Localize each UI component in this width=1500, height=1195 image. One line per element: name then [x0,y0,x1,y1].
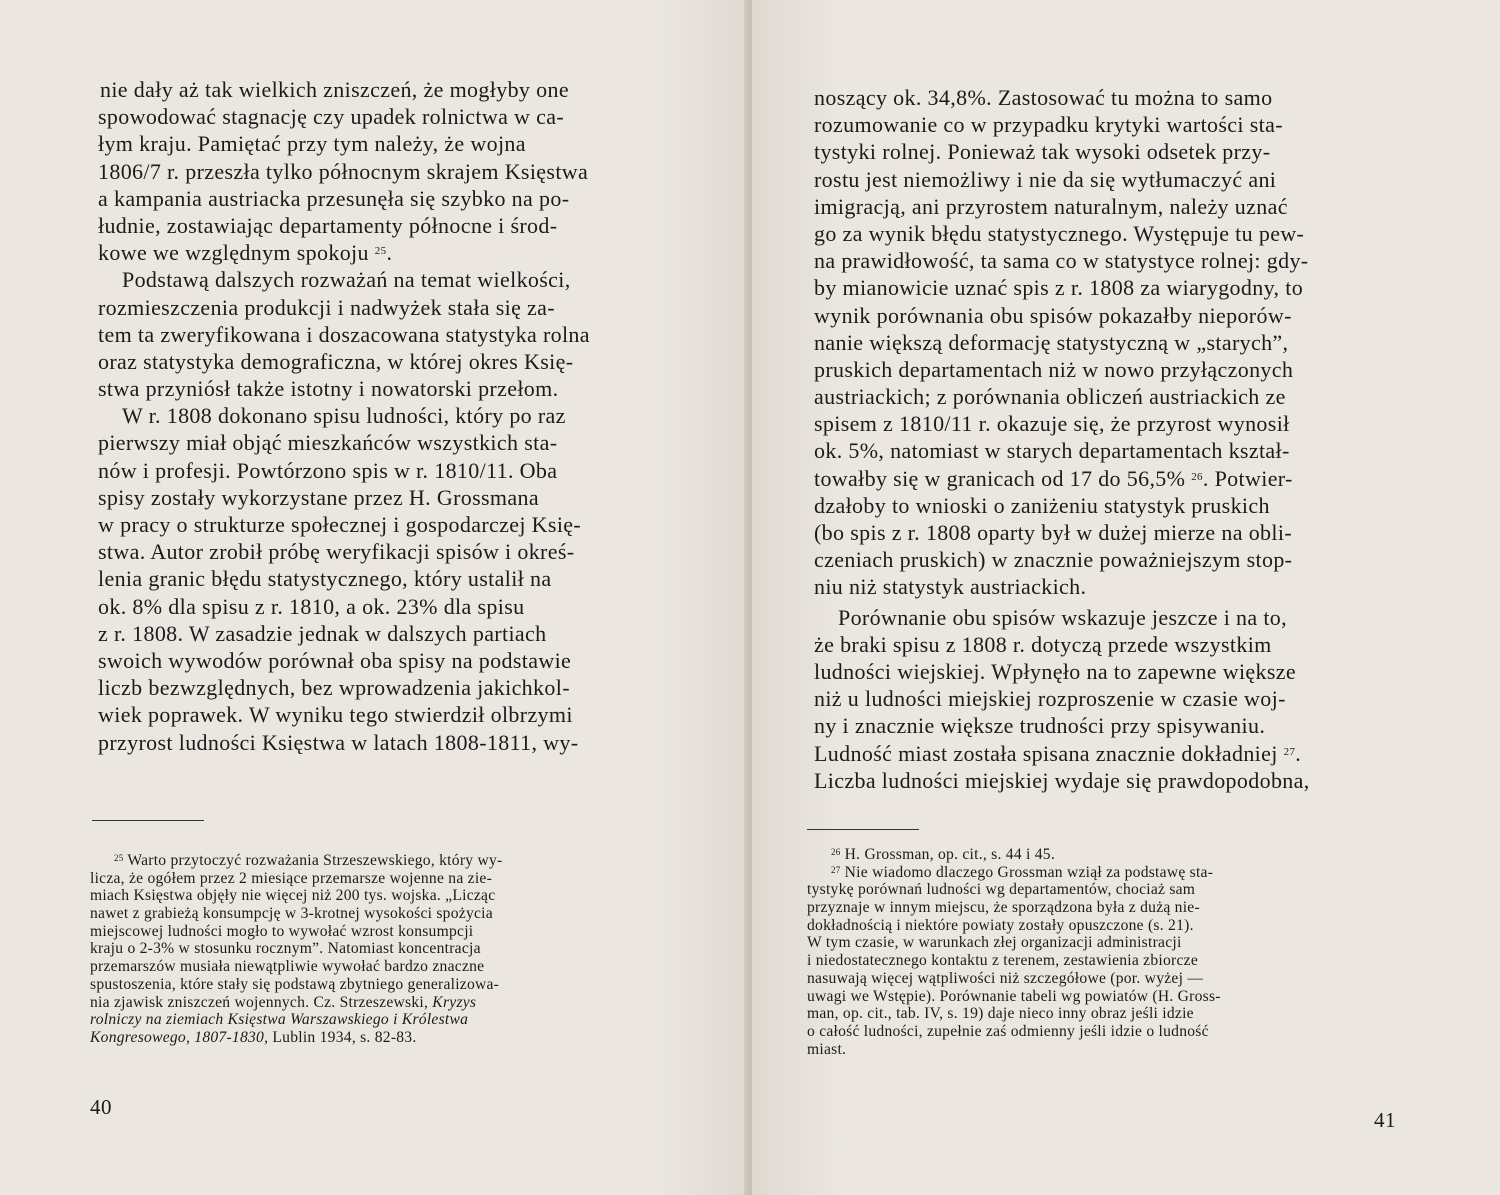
footnote-ref-27: 27 [1283,745,1296,758]
footnote-line: uwagi we Wstępie). Porównanie tabeli wg powiatów (H. Gross- [807,987,1221,1005]
text-line: dzałoby to wnioski o zaniżeniu statystyk pruskich [814,492,1270,518]
text-line: niu niż statystyk austriackich. [814,574,1087,600]
left-body-text [98,76,690,756]
text-line: w pracy o strukturze społecznej i gospodarczej Księ- [98,512,582,537]
text-line: przyrost ludności Księstwa w latach 1808-1811, wy- [98,729,579,755]
page-number: 40 [90,1095,112,1119]
text-line: rostu jest niemożliwy i nie da się wytłumaczyć ani [814,166,1277,192]
footnote-line: kraju o 2-3% w stosunku rocznym”. Natomiast koncentracja [90,940,481,958]
footnote-ref-25: 25 [374,245,387,258]
text-line: spowodować stagnację czy upadek rolnictwa w ca- [98,104,565,130]
footnote-line: miach Księstwa objęły nie więcej niż 200 tys. wojska. „Licząc [90,887,496,905]
text-line: Porównanie obu spisów wskazuje jeszcze i na to, [838,604,1288,630]
text-line: stwa. Autor zrobił próbę weryfikacji spisów i okreś- [98,539,575,565]
text-line: kowe we względnym spokoju $^{25}$. [98,240,393,266]
text-line: nów i profesji. Powtórzono spis w r. 1810/11. Oba [98,457,558,483]
cited-title: rolniczy na ziemiach Księstwa Warszawskiego i Królestwa [90,1011,469,1029]
text-line: oraz statystyka demograficzna, w której okres Księ- [98,348,574,374]
footnote-line: Kongresowego, 1807-1830, Lublin 1934, s. 82-83. [90,1028,417,1046]
text-line: W r. 1808 dokonano spisu ludności, który po raz [122,403,566,429]
right-page [752,0,1500,1195]
footnote-number: 27 [831,864,841,875]
text-line: austriackich; z porównania obliczeń austriackich ze [814,384,1286,410]
text-line: wynik porównania obu spisów pokazałby nieporów- [814,302,1292,328]
text-line: ok. 5%, natomiast w starych departamentach kształ- [814,438,1290,464]
text-line: niż u ludności miejskiej rozproszenie w czasie woj- [814,686,1286,712]
text-line: z r. 1808. W zasadzie jednak w dalszych partiach [98,620,547,646]
text-line: (bo spis z r. 1808 oparty był w dużej mierze na obli- [814,520,1292,545]
left-page [0,0,748,1195]
text-line: nanie większą deformację statystyczną w „starych”, [814,329,1289,355]
text-line: lenia granic błędu statystycznego, który ustalił na [98,566,552,592]
cited-title: Kongresowego, 1807-1830, [90,1028,269,1046]
footnote-line: przyznaje w innym miejscu, że sporządzona była z dużą nie- [807,899,1200,917]
text-line: towałby się w granicach od 17 do 56,5% $^{26}$. Potwier- [814,465,1293,491]
text-line: łudnie, zostawiając departamenty północne i środ- [98,212,558,238]
footnote-line: nia zjawisk zniszczeń wojennych. Cz. Strzeszewski, Kryzys [90,993,477,1011]
text-line: by mianowicie uznać spis z r. 1808 za wiarygodny, to [814,275,1304,301]
footnote-line: $^{26}$ H. Grossman, op. cit., s. 44 i 45. [831,846,1055,863]
footnote-ref-26: 26 [1191,470,1203,483]
text-line: ok. 8% dla spisu z r. 1810, a ok. 23% dla spisu [98,593,525,619]
text-line: rozumowanie co w przypadku krytyki wartości sta- [814,112,1283,138]
footnotes-26-27 [807,846,1405,1058]
text-line: Liczba ludności miejskiej wydaje się prawdopodobna, [814,767,1310,793]
text-line: tem ta zweryfikowana i doszacowana statystyka rolna [98,321,590,347]
footnote-number: 26 [831,847,841,857]
footnote-line: miejscowej ludności mogło to wywołać wzrost konsumpcji [90,922,474,940]
text-line: go za wynik błędu statystycznego. Występuje tu pew- [814,220,1305,246]
text-line: ny i znacznie większe trudności przy spisywaniu. [814,713,1266,739]
text-line: imigracją, ani przyrostem naturalnym, należy uznać [814,193,1288,219]
text-line: pierwszy miał objąć mieszkańców wszystkich sta- [98,430,558,456]
footnote-rule [92,820,204,821]
footnote-line: $^{27}$ Nie wiadomo dlaczego Grossman wziął za podstawę sta- [831,863,1214,881]
text-line: swoich wywodów porównał oba spisy na podstawie [98,647,572,673]
text-line: a kampania austriacka przesunęła się szybko na po- [98,185,570,211]
text-line: na prawidłowość, ta sama co w statystyce rolnej: gdy- [814,248,1309,274]
footnote-line: i niedostatecznego kontaktu z terenem, zestawienia zbiorcze [807,952,1198,970]
cited-title: Kryzys [432,993,477,1011]
footnote-line: przemarszów musiała niewątpliwie wywołać bardzo znaczne [90,958,485,976]
footnote-line: nawet z grabieżą konsumpcję w 3-krotnej wysokości spożycia [90,905,493,923]
footnote-line [90,1011,686,1029]
text-line: stwa przyniósł także istotny i nowatorski przełom. [98,376,559,402]
text-line: spisem z 1810/11 r. okazuje się, że przyrost wynosił [814,411,1290,437]
footnote-line: spustoszenia, które stały się podstawą zbytniego generalizowa- [90,975,500,993]
text-line: pruskich departamentach niż w nowo przyłączonych [814,356,1294,382]
page-number: 41 [1374,1108,1396,1132]
text-line: 1806/7 r. przeszła tylko północnym skrajem Księstwa [98,158,589,184]
footnote-25 [90,852,686,1047]
text-line: liczb bezwzględnych, bez wprowadzenia jakichkol- [98,675,570,701]
text-line: wiek poprawek. W wyniku tego stwierdził olbrzymi [98,702,573,728]
text-line: czeniach pruskich) w znacznie poważniejszym stop- [814,547,1293,573]
text-line: nie dały aż tak wielkich zniszczeń, że mogłyby one [100,77,569,102]
footnote-line: o całość ludności, zupełnie zaś odmienny jeśli idzie o ludność [807,1022,1209,1040]
footnote-line: licza, że ogółem przez 2 miesiące przemarsze wojenne na zie- [90,869,493,887]
text-line: noszący ok. 34,8%. Zastosować tu można to samo [814,85,1273,110]
footnote-line: man, op. cit., tab. IV, s. 19) daje nieco inny obraz jeśli idzie [807,1005,1194,1023]
footnote-rule [807,829,919,830]
footnote-line: dokładnością i niektóre powiaty zostały opuszczone (s. 21). [807,916,1194,934]
text-line: Podstawą dalszych rozważań na temat wielkości, [122,267,571,293]
footnote-line: miast. [807,1040,847,1058]
footnote-number: 25 [114,853,124,863]
footnote-line: $^{25}$ Warto przytoczyć rozważania Strzeszewskiego, który wy- [114,852,503,869]
footnote-line: W tym czasie, w warunkach złej organizacji administracji [807,934,1182,952]
text-line: tystyki rolnej. Ponieważ tak wysoki odsetek przy- [814,139,1271,165]
footnote-line: tystykę porównań ludności wg departamentów, chociaż sam [807,881,1196,899]
text-line: rozmieszczenia produkcji i nadwyżek stała się za- [98,294,555,320]
footnote-line: nasuwają więcej wątpliwości niż szczegółowe (por. wyżej — [807,969,1204,987]
text-line: że braki spisu z 1808 r. dotyczą przede wszystkim [814,631,1272,657]
text-line: Ludność miast została spisana znacznie dokładniej $^{27}$. [814,740,1302,766]
text-line: ludności wiejskiej. Wpłynęło na to zapewne większe [814,658,1297,684]
text-line: łym kraju. Pamiętać przy tym należy, że wojna [98,131,526,157]
text-line: spisy zostały wykorzystane przez H. Grossmana [98,484,539,510]
right-body-text [814,84,1410,794]
